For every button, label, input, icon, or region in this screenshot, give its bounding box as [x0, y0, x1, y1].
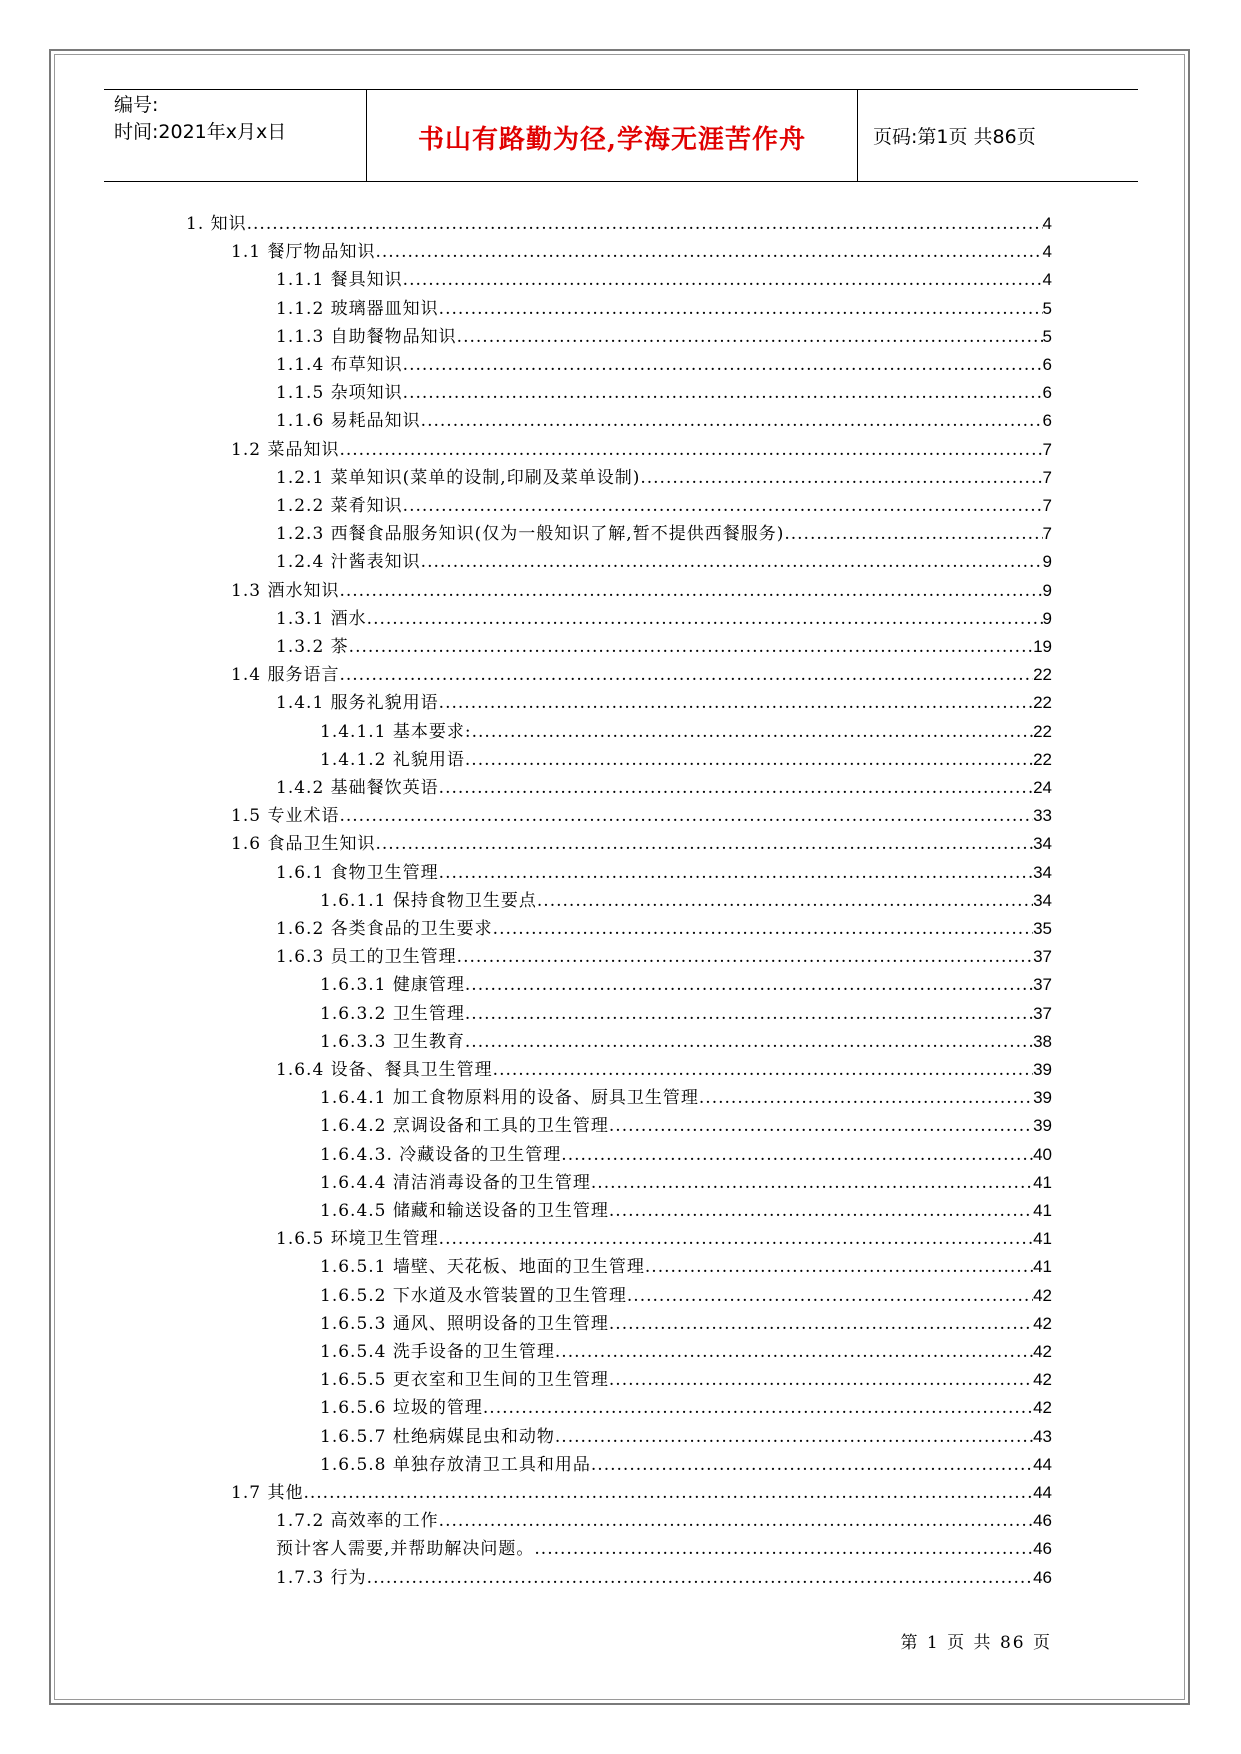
toc-entry-title: 1.1.2 玻璃器皿知识: [276, 298, 439, 319]
toc-entry[interactable]: [320, 1338, 1052, 1366]
toc-entry-page-number: 7: [1042, 467, 1052, 487]
toc-entry-page-number: 39: [1033, 1060, 1052, 1079]
toc-entry-page-number: 5: [1042, 326, 1052, 346]
toc-entry[interactable]: [320, 1169, 1052, 1197]
toc-dot-leader: [483, 1394, 1033, 1422]
toc-entry[interactable]: [320, 1394, 1052, 1422]
toc-entry[interactable]: [276, 520, 1052, 548]
toc-dot-leader: [247, 210, 1043, 238]
toc-entry[interactable]: [320, 1141, 1052, 1169]
toc-entry-page-number: 9: [1042, 552, 1052, 572]
toc-entry-title: 1.2.3 西餐食品服务知识(仅为一般知识了解,暂不提供西餐服务): [276, 524, 785, 545]
toc-entry-page-number: 6: [1042, 411, 1052, 431]
toc-entry[interactable]: [231, 1479, 1052, 1507]
toc-entry-page-number: 7: [1042, 496, 1052, 515]
toc-entry[interactable]: [231, 436, 1052, 464]
toc-entry-page-number: 42: [1033, 1285, 1052, 1305]
toc-dot-leader: [349, 633, 1033, 661]
toc-entry-title: 1.6.5.5 更衣室和卫生间的卫生管理: [320, 1370, 609, 1391]
toc-dot-leader: [640, 464, 1042, 492]
toc-entry-page-number: 37: [1033, 947, 1052, 967]
toc-entry-page-number: 44: [1033, 1483, 1052, 1502]
toc-entry[interactable]: [276, 266, 1052, 294]
toc-dot-leader: [403, 492, 1043, 520]
toc-dot-leader: [465, 971, 1033, 999]
toc-entry-page-number: 5: [1042, 298, 1052, 318]
toc-dot-leader: [555, 1338, 1033, 1366]
toc-entry[interactable]: [320, 1197, 1052, 1225]
page-footer: 第 1 页 共 86 页: [900, 1633, 1052, 1653]
toc-dot-leader: [339, 661, 1033, 689]
header-motto: 书山有路勤为径,学海无涯苦作舟: [417, 125, 807, 155]
toc-dot-leader: [375, 830, 1033, 858]
toc-entry-page-number: 19: [1033, 637, 1052, 656]
toc-dot-leader: [439, 859, 1033, 887]
toc-entry-title: 1.6.3.3 卫生教育: [320, 1031, 465, 1052]
toc-entry-title: 1.6.5.6 垃圾的管理: [320, 1398, 483, 1419]
toc-entry[interactable]: [320, 1028, 1052, 1056]
document-number-label: 编号:: [114, 94, 159, 116]
toc-entry-title: 1.1.4 布草知识: [276, 355, 403, 375]
header-motto-cell: [367, 90, 858, 181]
toc-entry-page-number: 42: [1033, 1342, 1052, 1361]
toc-entry[interactable]: [320, 1366, 1052, 1394]
toc-entry-page-number: 6: [1042, 355, 1052, 374]
toc-dot-leader: [439, 295, 1043, 323]
toc-dot-leader: [591, 1169, 1033, 1197]
toc-entry-title: 1.1.1 餐具知识: [276, 270, 403, 291]
toc-dot-leader: [439, 689, 1033, 717]
toc-entry[interactable]: [276, 323, 1052, 351]
toc-dot-leader: [339, 577, 1042, 605]
toc-entry[interactable]: [320, 971, 1052, 999]
toc-entry[interactable]: [276, 1225, 1052, 1253]
toc-entry-title: 1.6.1 食物卫生管理: [276, 862, 439, 883]
toc-entry-title: 1.3.1 酒水: [276, 608, 367, 629]
toc-entry-page-number: 42: [1033, 1313, 1052, 1333]
toc-entry-title: 1.6.4.3. 冷藏设备的卫生管理: [320, 1144, 562, 1165]
toc-entry-title: 1.6.3.1 健康管理: [320, 975, 465, 996]
toc-entry[interactable]: [276, 464, 1052, 492]
toc-dot-leader: [609, 1112, 1033, 1140]
toc-entry-page-number: 22: [1033, 665, 1052, 685]
toc-entry-page-number: 41: [1033, 1201, 1052, 1220]
toc-dot-leader: [421, 407, 1043, 435]
toc-entry-title: 1.6.2 各类食品的卫生要求: [276, 919, 493, 939]
toc-dot-leader: [421, 548, 1043, 576]
toc-entry-title: 预计客人需要,并帮助解决问题。: [276, 1539, 535, 1560]
toc-entry[interactable]: [231, 238, 1052, 266]
toc-dot-leader: [784, 520, 1042, 548]
toc-entry-page-number: 43: [1033, 1426, 1052, 1446]
toc-entry-page-number: 24: [1033, 778, 1052, 797]
toc-dot-leader: [472, 718, 1033, 746]
toc-entry[interactable]: [276, 1056, 1052, 1084]
toc-entry-title: 1.7.2 高效率的工作: [276, 1511, 439, 1532]
toc-dot-leader: [403, 351, 1043, 379]
toc-dot-leader: [375, 238, 1042, 266]
toc-entry[interactable]: [320, 887, 1052, 915]
toc-entry[interactable]: [231, 577, 1052, 605]
toc-dot-leader: [591, 1451, 1033, 1479]
toc-dot-leader: [609, 1366, 1033, 1394]
header-page-label: 页码:第1页 共86页: [873, 126, 1036, 148]
toc-dot-leader: [403, 379, 1043, 407]
toc-dot-leader: [699, 1084, 1033, 1112]
toc-entry-title: 1.4.1.2 礼貌用语: [320, 749, 465, 770]
toc-entry[interactable]: [276, 548, 1052, 576]
toc-dot-leader: [534, 1535, 1033, 1563]
toc-entry[interactable]: [320, 1310, 1052, 1338]
toc-entry-title: 1.6.4.5 储藏和输送设备的卫生管理: [320, 1201, 609, 1221]
toc-entry-title: 1.2.4 汁酱表知识: [276, 552, 421, 573]
toc-entry-page-number: 42: [1033, 1370, 1052, 1390]
toc-entry-title: 1.6.4.1 加工食物原料用的设备、厨具卫生管理: [320, 1088, 699, 1109]
toc-entry-page-number: 41: [1033, 1172, 1052, 1192]
toc-entry-title: 1. 知识: [186, 214, 247, 234]
toc-dot-leader: [303, 1479, 1033, 1507]
toc-entry-title: 1.2.1 菜单知识(菜单的设制,印刷及菜单设制): [276, 467, 641, 488]
toc-entry-page-number: 42: [1033, 1398, 1052, 1418]
toc-entry-page-number: 35: [1033, 919, 1052, 938]
toc-entry-title: 1.3.2 茶: [276, 637, 349, 657]
toc-dot-leader: [493, 915, 1033, 943]
toc-dot-leader: [339, 436, 1042, 464]
toc-entry[interactable]: [320, 1282, 1052, 1310]
toc-dot-leader: [561, 1141, 1033, 1169]
toc-entry-title: 1.6.5.1 墙壁、天花板、地面的卫生管理: [320, 1257, 645, 1278]
toc-entry-title: 1.6.3.2 卫生管理: [320, 1003, 465, 1024]
toc-entry-title: 1.6.3 员工的卫生管理: [276, 947, 457, 968]
toc-entry[interactable]: [276, 379, 1052, 407]
toc-entry-page-number: 39: [1033, 1116, 1052, 1136]
toc-entry-title: 1.2.2 菜肴知识: [276, 496, 403, 516]
toc-entry-page-number: 6: [1042, 383, 1052, 403]
toc-entry-title: 1.6.5.8 单独存放清卫工具和用品: [320, 1454, 591, 1475]
toc-entry[interactable]: [320, 1451, 1052, 1479]
toc-dot-leader: [403, 266, 1043, 294]
toc-dot-leader: [439, 1225, 1033, 1253]
toc-entry[interactable]: [320, 1423, 1052, 1451]
toc-entry[interactable]: [320, 1000, 1052, 1028]
toc-entry-page-number: 4: [1042, 214, 1052, 233]
toc-entry-title: 1.6.4.4 清洁消毒设备的卫生管理: [320, 1172, 591, 1193]
toc-entry[interactable]: [276, 1564, 1052, 1592]
toc-entry-page-number: 7: [1042, 524, 1052, 544]
toc-entry-page-number: 9: [1042, 580, 1052, 600]
toc-entry[interactable]: [276, 633, 1052, 661]
toc-entry[interactable]: [276, 1535, 1052, 1563]
toc-entry-title: 1.6.5.4 洗手设备的卫生管理: [320, 1342, 555, 1362]
toc-entry-title: 1.4.2 基础餐饮英语: [276, 778, 439, 798]
toc-entry[interactable]: [276, 943, 1052, 971]
toc-entry-title: 1.4.1 服务礼貌用语: [276, 693, 439, 714]
toc-entry[interactable]: [186, 210, 1052, 238]
toc-dot-leader: [457, 323, 1043, 351]
toc-entry-page-number: 46: [1033, 1511, 1052, 1531]
toc-entry-title: 1.6.5 环境卫生管理: [276, 1229, 439, 1250]
toc-entry-page-number: 34: [1033, 890, 1052, 910]
toc-dot-leader: [537, 887, 1033, 915]
toc-dot-leader: [465, 746, 1033, 774]
toc-entry[interactable]: [276, 915, 1052, 943]
toc-entry-page-number: 7: [1042, 439, 1052, 459]
toc-entry[interactable]: [276, 774, 1052, 802]
toc-entry-title: 1.6.5.3 通风、照明设备的卫生管理: [320, 1313, 609, 1334]
toc-dot-leader: [367, 605, 1043, 633]
toc-entry-page-number: 22: [1033, 749, 1052, 769]
toc-entry-title: 1.1 餐厅物品知识: [231, 242, 376, 263]
toc-entry-title: 1.7.3 行为: [276, 1567, 367, 1588]
toc-entry-title: 1.6.4 设备、餐具卫生管理: [276, 1060, 493, 1080]
toc-dot-leader: [439, 1507, 1033, 1535]
toc-entry-page-number: 34: [1033, 834, 1052, 854]
toc-dot-leader: [367, 1564, 1033, 1592]
toc-entry-title: 1.1.3 自助餐物品知识: [276, 326, 457, 347]
toc-entry-title: 1.7 其他: [231, 1483, 304, 1503]
toc-entry[interactable]: [276, 605, 1052, 633]
toc-dot-leader: [439, 774, 1033, 802]
toc-entry[interactable]: [320, 1084, 1052, 1112]
toc-entry-page-number: 46: [1033, 1539, 1052, 1559]
toc-entry-page-number: 4: [1042, 270, 1052, 290]
toc-entry[interactable]: [276, 351, 1052, 379]
toc-entry-page-number: 22: [1033, 721, 1052, 741]
toc-entry[interactable]: [320, 718, 1052, 746]
toc-entry-page-number: 41: [1033, 1257, 1052, 1277]
toc-entry[interactable]: [276, 492, 1052, 520]
toc-entry-page-number: 37: [1033, 975, 1052, 995]
toc-entry[interactable]: [276, 1507, 1052, 1535]
document-time-label: 时间:2021年x月x日: [114, 121, 287, 143]
toc-entry[interactable]: [231, 661, 1052, 689]
toc-dot-leader: [627, 1282, 1033, 1310]
toc-entry-title: 1.1.6 易耗品知识: [276, 411, 421, 432]
toc-entry[interactable]: [231, 802, 1052, 830]
toc-entry-title: 1.2 菜品知识: [231, 439, 340, 460]
toc-entry-page-number: 44: [1033, 1454, 1052, 1474]
toc-entry-title: 1.6.4.2 烹调设备和工具的卫生管理: [320, 1116, 609, 1137]
toc-dot-leader: [645, 1253, 1033, 1281]
toc-dot-leader: [609, 1197, 1033, 1225]
toc-dot-leader: [465, 1028, 1033, 1056]
toc-dot-leader: [457, 943, 1033, 971]
toc-entry[interactable]: [276, 407, 1052, 435]
toc-entry-title: 1.6 食品卫生知识: [231, 834, 376, 855]
toc-dot-leader: [493, 1056, 1033, 1084]
toc-entry-title: 1.4.1.1 基本要求:: [320, 721, 472, 742]
toc-entry-page-number: 37: [1033, 1003, 1052, 1023]
toc-entry-page-number: 34: [1033, 862, 1052, 882]
toc-entry-title: 1.6.5.7 杜绝病媒昆虫和动物: [320, 1426, 555, 1447]
toc-entry-page-number: 4: [1042, 242, 1052, 262]
document-header: [104, 89, 1138, 182]
toc-entry[interactable]: [320, 746, 1052, 774]
toc-entry-title: 1.1.5 杂项知识: [276, 383, 403, 404]
toc-entry-page-number: 9: [1042, 608, 1052, 628]
toc-entry-page-number: 41: [1033, 1229, 1052, 1249]
toc-dot-leader: [609, 1310, 1033, 1338]
toc-entry[interactable]: [276, 295, 1052, 323]
toc-entry-page-number: 46: [1033, 1567, 1052, 1587]
toc-entry-title: 1.6.1.1 保持食物卫生要点: [320, 890, 537, 911]
toc-entry-page-number: 33: [1033, 806, 1052, 826]
toc-entry[interactable]: [276, 859, 1052, 887]
toc-entry[interactable]: [320, 1112, 1052, 1140]
toc-entry-page-number: 38: [1033, 1031, 1052, 1051]
header-meta-cell: [104, 90, 367, 181]
toc-entry-page-number: 40: [1033, 1144, 1052, 1164]
toc-dot-leader: [465, 1000, 1033, 1028]
toc-dot-leader: [555, 1423, 1033, 1451]
toc-dot-leader: [339, 802, 1033, 830]
toc-entry[interactable]: [320, 1253, 1052, 1281]
toc-entry[interactable]: [231, 830, 1052, 858]
toc-entry-title: 1.5 专业术语: [231, 806, 340, 827]
toc-entry[interactable]: [276, 689, 1052, 717]
toc-entry-page-number: 22: [1033, 693, 1052, 713]
header-page-cell: [858, 90, 1138, 181]
toc-entry-title: 1.4 服务语言: [231, 665, 340, 686]
toc-entry-title: 1.3 酒水知识: [231, 580, 340, 601]
toc-entry-page-number: 39: [1033, 1088, 1052, 1108]
toc-entry-title: 1.6.5.2 下水道及水管装置的卫生管理: [320, 1285, 627, 1306]
